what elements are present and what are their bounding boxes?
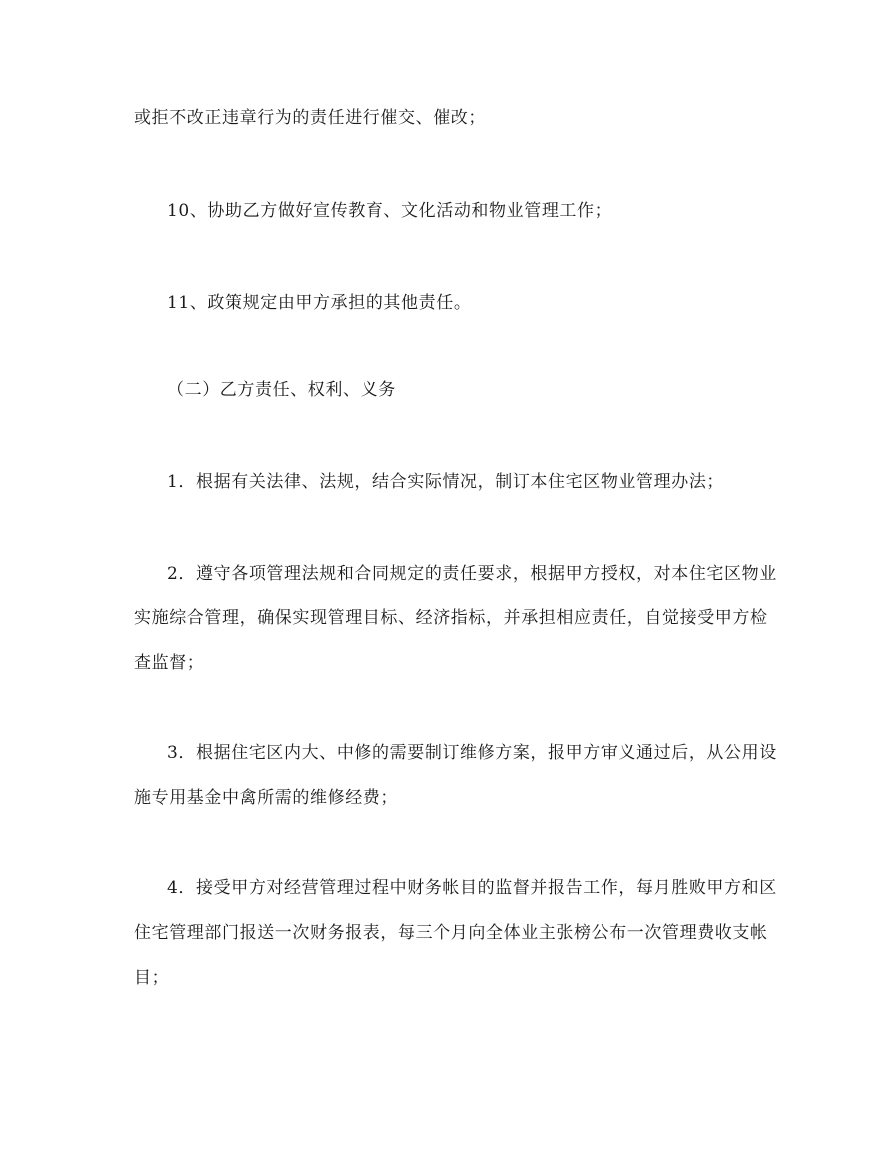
paragraph-line: 实施综合管理，确保实现管理目标、经济指标，并承担相应责任，自觉接受甲方检 [134,608,768,628]
paragraph-line: 住宅管理部门报送一次财务报表，每三个月向全体业主张榜公布一次管理费收支帐 [134,923,768,943]
paragraph-line: 施专用基金中禽所需的维修经费； [134,788,398,808]
paragraph-line: 11、政策规定由甲方承担的其他责任。 [167,293,472,313]
paragraph-line: 1．根据有关法律、法规，结合实际情况，制订本住宅区物业管理办法； [167,472,725,492]
paragraph-line: 或拒不改正违章行为的责任进行催交、催改； [134,108,486,128]
section-heading: （二）乙方责任、权利、义务 [167,380,396,400]
paragraph-line: 2．遵守各项管理法规和合同规定的责任要求，根据甲方授权，对本住宅区物业 [167,564,777,584]
paragraph-line: 10、协助乙方做好宣传教育、文化活动和物业管理工作； [167,201,613,221]
paragraph-line: 目； [134,968,170,988]
paragraph-line: 3．根据住宅区内大、中修的需要制订维修方案，报甲方审义通过后，从公用设 [167,743,777,763]
paragraph-line: 4．接受甲方对经营管理过程中财务帐目的监督并报告工作，每月胜败甲方和区 [167,878,777,898]
paragraph-line: 查监督； [134,653,205,673]
